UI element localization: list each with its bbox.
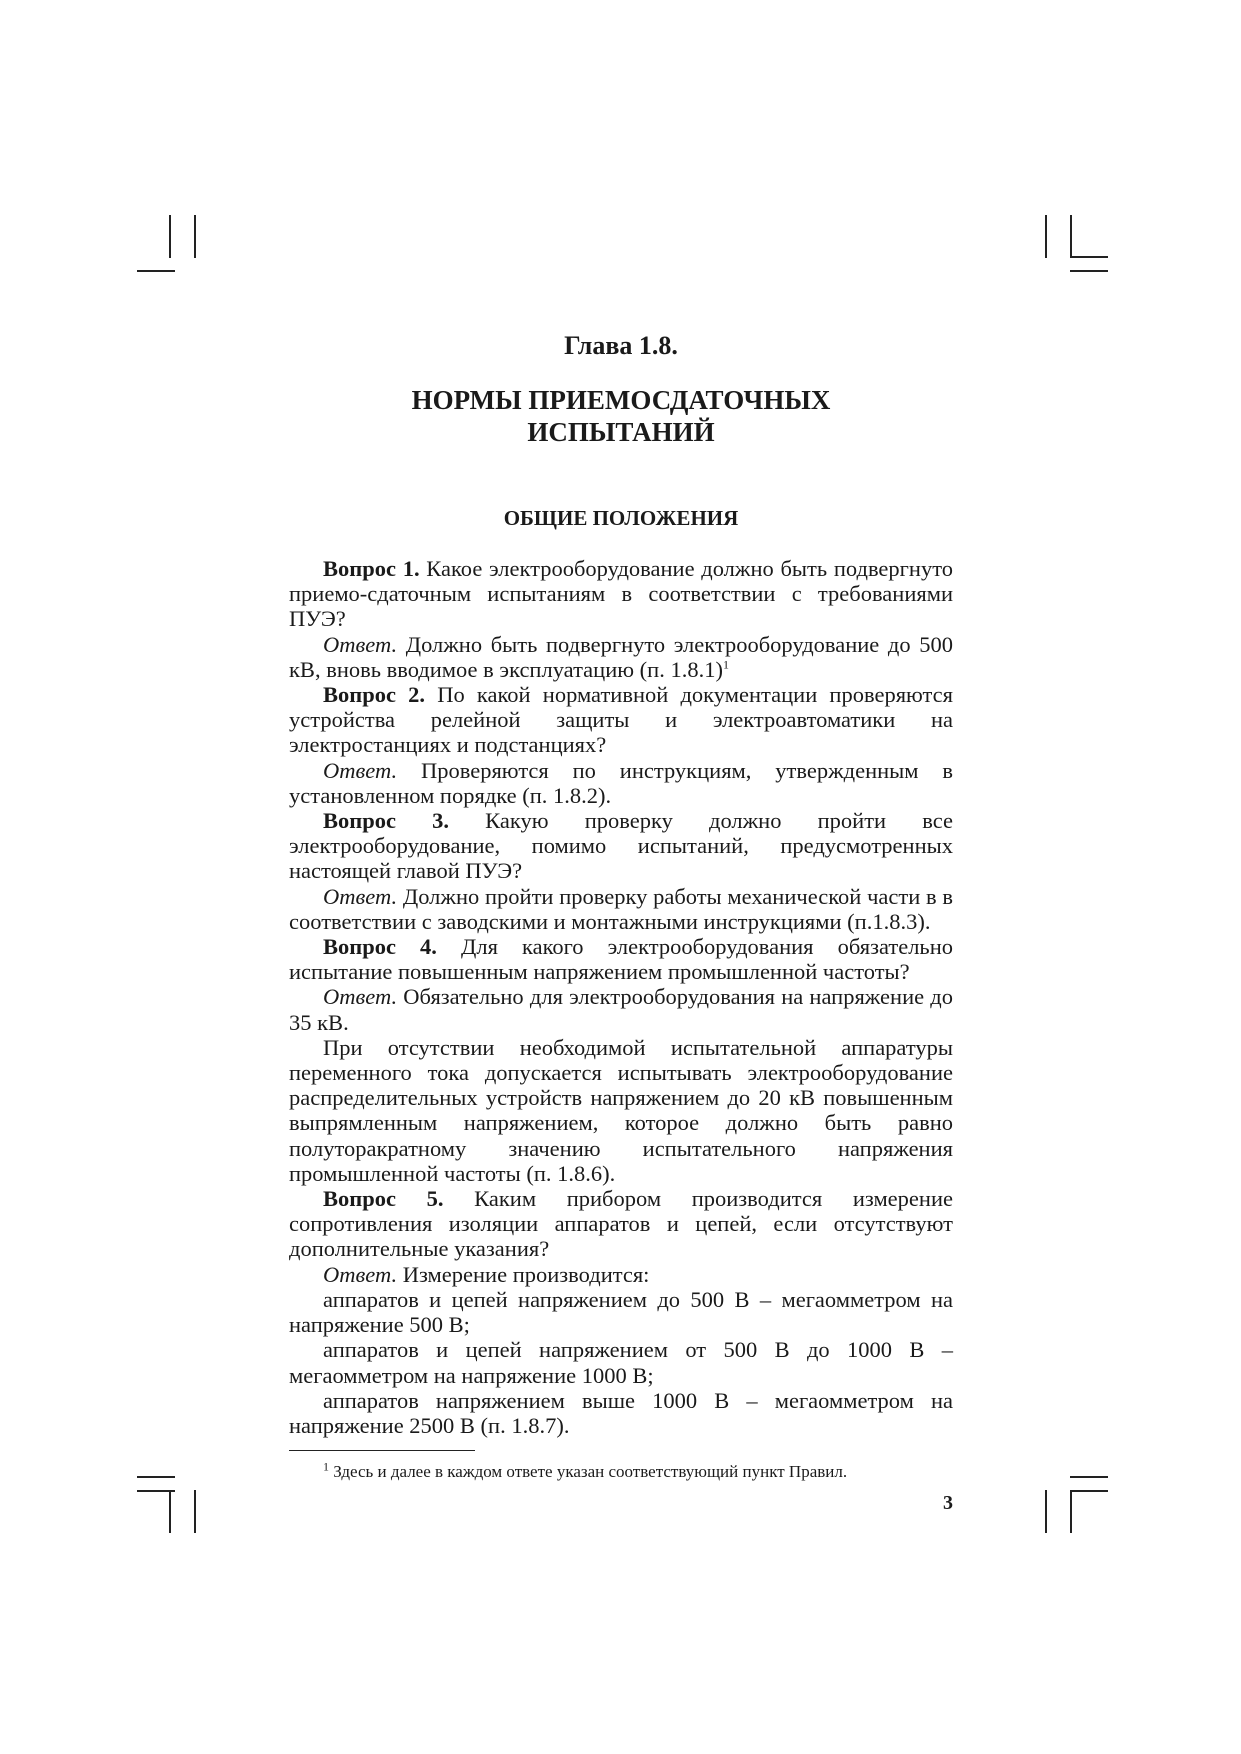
paragraph-text: Проверяются по инструкциям, утвержденным в установленном порядке (п. 1.8.2). [289,757,953,808]
crop-mark [169,215,171,258]
question-label: Вопрос 2. [323,682,426,708]
crop-mark [194,1490,196,1533]
footnote [289,1461,953,1483]
paragraph [289,884,953,934]
crop-mark [1070,1476,1108,1478]
paragraph-text: Должно быть подвергнуто электрооборудование до 500 кВ, вновь вводимое в эксплуатацию (п. 1.8.1) [289,631,953,682]
footnote-marker: 1 [323,1459,329,1474]
answer-label: Ответ. [323,883,398,909]
paragraph [289,984,953,1034]
paragraph [289,808,953,884]
crop-mark [169,1490,171,1533]
page-number: 3 [943,1492,953,1515]
paragraph-text: Какую проверку должно пройти все электрооборудование, помимо испытаний, предусмотренных настоящей главой ПУЭ? [289,808,953,884]
section-title: ОБЩИЕ ПОЛОЖЕНИЯ [503,506,739,530]
paragraph-text: Для какого электрооборудования обязательно испытание повышенным напряжением промышленной частоты? [289,934,953,985]
chapter-number-title: Глава 1.8. [564,331,678,360]
question-label: Вопрос 4. [323,934,437,960]
footnote-reference: 1 [722,657,729,672]
footnote-divider [289,1450,475,1451]
crop-mark [1045,1490,1047,1533]
paragraph-text: По какой нормативной документации проверяются устройства релейной защиты и электроавтоматики на электростанциях и подстанциях? [289,682,953,758]
paragraph [289,934,953,984]
answer-label: Ответ. [323,984,398,1010]
paragraph [289,682,953,758]
answer-label: Ответ. [323,631,398,657]
crop-mark [137,270,175,272]
paragraph-text: Каким прибором производится измерение сопротивления изоляции аппаратов и цепей, если отсутствуют дополнительные указания? [289,1186,953,1262]
crop-mark [137,1476,175,1478]
paragraph-text: аппаратов напряжением выше 1000 В – мегаомметром на напряжение 2500 В (п. 1.8.7). [289,1387,953,1438]
answer-label: Ответ. [323,757,398,783]
answer-label: Ответ. [323,1261,398,1287]
body-text [289,556,953,1438]
paragraph [289,556,953,632]
paragraph-text: Обязательно для электрооборудования на напряжение до 35 кВ. [289,984,953,1035]
crop-mark [1070,270,1108,272]
paragraph [289,758,953,808]
paragraph-text: Измерение производится: [397,1261,650,1287]
question-label: Вопрос 5. [323,1186,444,1212]
paragraph-text: аппаратов и цепей напряжением от 500 В до 1000 В – мегаомметром на напряжение 1000 В; [289,1337,953,1388]
page-content [289,330,953,1515]
crop-mark [1070,1490,1072,1533]
paragraph-text: Какое электрооборудование должно быть подвергнуто приемо-сдаточным испытаниям в соответствии с требованиями ПУЭ? [289,556,953,632]
paragraph [289,1035,953,1186]
footnote-text: Здесь и далее в каждом ответе указан соответствующий пункт Правил. [329,1462,848,1482]
crop-mark [1070,1490,1108,1492]
paragraph [289,1186,953,1262]
paragraph-text: аппаратов и цепей напряжением до 500 В – мегаомметром на напряжение 500 В; [289,1286,953,1338]
crop-mark [1070,215,1072,258]
question-label: Вопрос 3. [323,808,450,834]
paragraph-text: Должно пройти проверку работы механической части в в соответствии с заводскими и монтажными инструкциями (п.1.8.3). [289,883,953,934]
crop-mark [194,215,196,258]
chapter-heading [289,384,953,448]
paragraph [289,632,953,682]
paragraph [289,1287,953,1337]
chapter-heading-line-1: НОРМЫ ПРИЕМОСДАТОЧНЫХ [411,385,831,415]
question-label: Вопрос 1. [323,556,420,581]
paragraph [289,1388,953,1438]
paragraph-text: При отсутствии необходимой испытательной аппаратуры переменного тока допускается испытывать электрооборудование распределительных устройств напряжением до 20 кВ повышенным выпрямленным напряжением, которое должно быть равно полуторакратному значению испытательного напряжения промышленной частоты (п. 1.8.6). [289,1034,953,1186]
crop-mark [1070,256,1108,258]
crop-mark [1045,215,1047,258]
paragraph [289,1262,953,1287]
chapter-heading-line-2: ИСПЫТАНИЙ [527,417,715,447]
paragraph [289,1337,953,1387]
